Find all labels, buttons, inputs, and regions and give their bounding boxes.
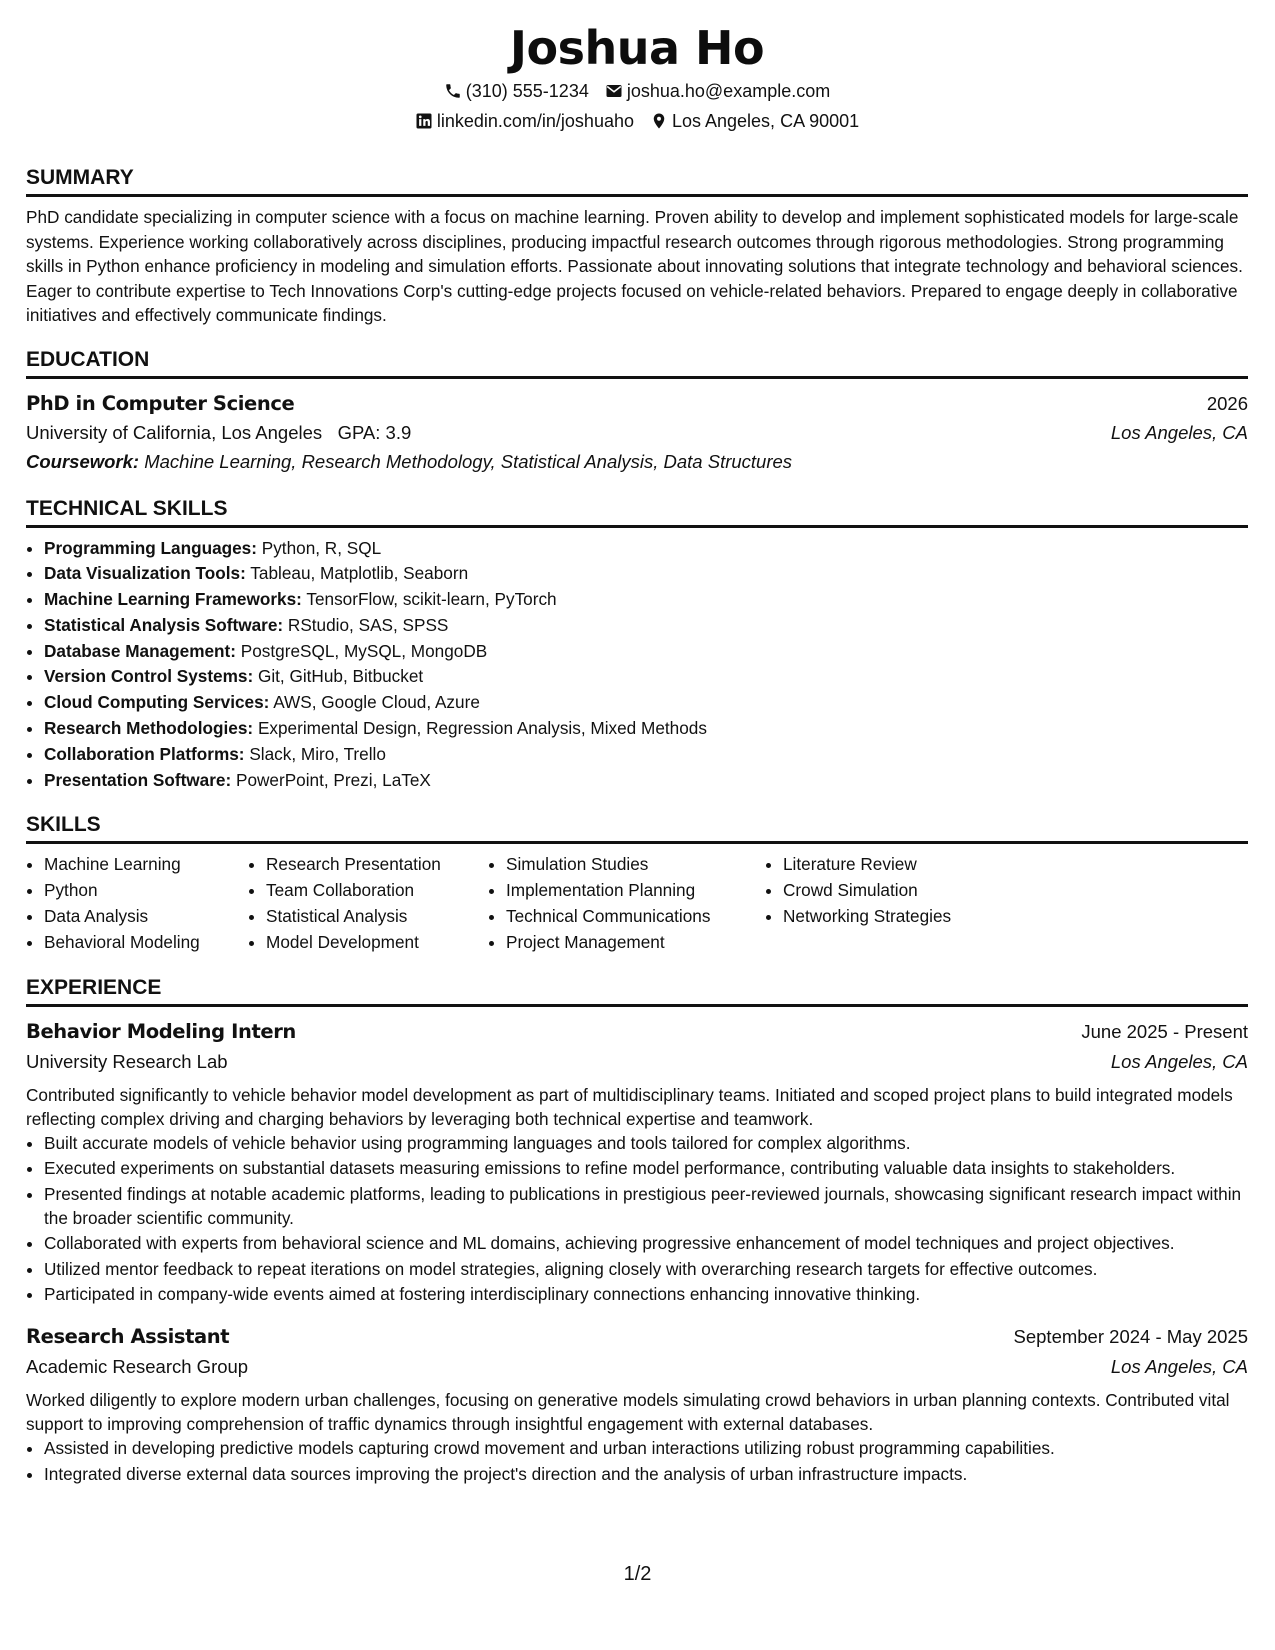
technical-skills-list [26,536,1248,794]
gpa: GPA: 3.9 [337,421,412,443]
contact-row-2 [26,106,1248,136]
skill-category: Presentation Software: [44,769,232,790]
school-name: University of California, Los Angeles [26,421,323,443]
list-item [44,768,1248,794]
job-entry-2 [26,1322,1248,1486]
list-item: • Technical Communications [506,904,765,930]
linkedin-contact[interactable] [415,106,634,136]
job-org-row [26,1047,1248,1077]
linkedin-text[interactable]: linkedin.com/in/joshuaho [436,111,634,131]
skills-column-3 [488,852,765,955]
skill-category: Data Visualization Tools: [44,563,246,584]
list-item [44,639,1248,665]
phone-text: (310) 555-1234 [465,81,589,101]
skill-values: Tableau, Matplotlib, Seaborn [250,563,469,584]
location-contact [650,106,859,136]
skill-values: Git, GitHub, Bitbucket [257,666,424,687]
list-item: • Crowd Simulation [783,878,1023,904]
list-item: • Networking Strategies [783,904,1023,930]
degree-title: PhD in Computer Science [26,391,295,415]
technical-skills-heading: TECHNICAL SKILLS [26,495,1248,528]
job-organization: University Research Lab [26,1050,228,1072]
list-item [44,536,1248,562]
coursework-line [26,447,1248,477]
phone-icon [444,82,462,100]
map-pin-icon [650,112,668,130]
list-item: • Simulation Studies [506,852,765,878]
skill-values: Python, R, SQL [261,537,382,558]
list-item: • Collaborated with experts from behavioral science and ML domains, achieving progressive enhancement of model techniques and project objectives. [44,1231,1248,1255]
linkedin-icon [415,112,433,130]
skills-column-1 [26,852,248,955]
education-title-row [26,389,1248,418]
list-item [44,690,1248,716]
skill-category: Statistical Analysis Software: [44,614,284,635]
skills-heading: SKILLS [26,811,1248,844]
list-item: • Participated in company-wide events aimed at fostering interdisciplinary connections enhancing innovative thinking. [44,1282,1248,1306]
page-number: 1/2 [623,1563,652,1585]
list-item: • Presented findings at notable academic platforms, leading to publications in prestigious peer-reviewed journals, showcasing significant research impact within the broader scientific community. [44,1182,1248,1230]
list-item [44,587,1248,613]
summary-text: PhD candidate specializing in computer science with a focus on machine learning. Proven ability to develop and implement sophisticated models for large-scale systems. Experience working collaboratively across disciplines, producing impactful research outcomes through rigorous methodologies. Strong programming skills in Python enhance proficiency in modeling and simulation efforts. Passionate about innovating solutions that integrate technology and behavioral sciences. Eager to contribute expertise to Tech Innovations Corp's cutting-edge projects focused on vehicle-related behaviors. Prepared to engage deeply in collaborative initiatives and effectively communicate findings. [26,207,1243,325]
job-location: Los Angeles, CA [1110,1050,1248,1072]
education-entry [26,389,1248,477]
list-item: • Statistical Analysis [266,904,488,930]
job-bullets [26,1436,1248,1486]
job-description: Worked diligently to explore modern urban challenges, focusing on generative models simulating crowd behaviors in urban planning contexts. Contributed vital support to improving comprehension of traffic dynamics through insightful engagement with external databases. [26,1390,1230,1435]
skill-category: Database Management: [44,640,236,661]
job-entry-1 [26,1017,1248,1307]
skill-values: AWS, Google Cloud, Azure [273,692,480,713]
skill-values: Slack, Miro, Trello [249,743,386,764]
list-item [44,742,1248,768]
skills-grid [26,852,1248,955]
summary-heading: SUMMARY [26,164,1248,197]
skill-category: Programming Languages: [44,537,257,558]
job-title-row [26,1017,1248,1047]
envelope-icon [605,82,623,100]
list-item: • Behavioral Modeling [44,930,248,956]
school-location: Los Angeles, CA [1110,421,1248,443]
job-dates: June 2025 - Present [1081,1020,1248,1042]
coursework-label: Coursework: [26,450,140,472]
list-item [44,664,1248,690]
job-bullets [26,1131,1248,1307]
job-dates: September 2024 - May 2025 [1013,1326,1248,1348]
list-item: • Python [44,878,248,904]
contact-row-1 [26,76,1248,106]
email-text[interactable]: joshua.ho@example.com [626,81,831,101]
education-school-row [26,418,1248,447]
skill-values: RStudio, SAS, SPSS [287,614,449,635]
list-item: • Machine Learning [44,852,248,878]
skills-column-2 [248,852,488,955]
list-item: • Implementation Planning [506,878,765,904]
job-title-row [26,1322,1248,1352]
skill-values: PowerPoint, Prezi, LaTeX [235,769,431,790]
list-item: • Model Development [266,930,488,956]
job-organization: Academic Research Group [26,1356,249,1378]
skill-values: TensorFlow, scikit-learn, PyTorch [306,589,557,610]
list-item: • Utilized mentor feedback to repeat iterations on model strategies, aligning closely with overarching research targets for effective outcomes. [44,1257,1248,1281]
list-item [44,561,1248,587]
skill-category: Collaboration Platforms: [44,743,245,764]
list-item: • Integrated diverse external data sources improving the project's direction and the analysis of urban infrastructure impacts. [44,1462,1248,1486]
skills-column-4 [765,852,1023,955]
job-title: Research Assistant [26,1325,230,1349]
graduation-year: 2026 [1206,392,1248,414]
job-description: Contributed significantly to vehicle behavior model development as part of multidisciplinary teams. Initiated and scoped project plans to build integrated models reflecting complex driving and charging behaviors by leveraging both technical expertise and teamwork. [26,1084,1233,1129]
resume-page [26,20,1248,1487]
job-title: Behavior Modeling Intern [26,1019,296,1043]
list-item: • Team Collaboration [266,878,488,904]
skill-category: Version Control Systems: [44,666,254,687]
phone-contact [444,76,589,106]
skill-category: Research Methodologies: [44,718,254,739]
list-item: • Data Analysis [44,904,248,930]
list-item: • Literature Review [783,852,1023,878]
skill-category: Machine Learning Frameworks: [44,589,302,610]
list-item [44,716,1248,742]
list-item [44,613,1248,639]
education-heading: EDUCATION [26,346,1248,379]
experience-heading: EXPERIENCE [26,974,1248,1007]
coursework-list: Machine Learning, Research Methodology, Statistical Analysis, Data Structures [144,450,793,472]
list-item: • Executed experiments on substantial datasets measuring emissions to refine model performance, contributing valuable data insights to stakeholders. [44,1156,1248,1180]
school-line [26,418,411,447]
skill-values: PostgreSQL, MySQL, MongoDB [240,640,488,661]
location-text: Los Angeles, CA 90001 [671,111,860,131]
skill-values: Experimental Design, Regression Analysis, Mixed Methods [257,718,707,739]
job-location: Los Angeles, CA [1110,1356,1248,1378]
list-item: • Research Presentation [266,852,488,878]
skill-category: Cloud Computing Services: [44,692,270,713]
list-item: • Assisted in developing predictive models capturing crowd movement and urban interactions utilizing robust programming capabilities. [44,1436,1248,1460]
job-org-row [26,1352,1248,1382]
list-item: • Project Management [506,930,765,956]
email-contact[interactable] [605,76,830,106]
candidate-name: Joshua Ho [509,21,765,75]
list-item: • Built accurate models of vehicle behavior using programming languages and tools tailored for complex algorithms. [44,1131,1248,1155]
